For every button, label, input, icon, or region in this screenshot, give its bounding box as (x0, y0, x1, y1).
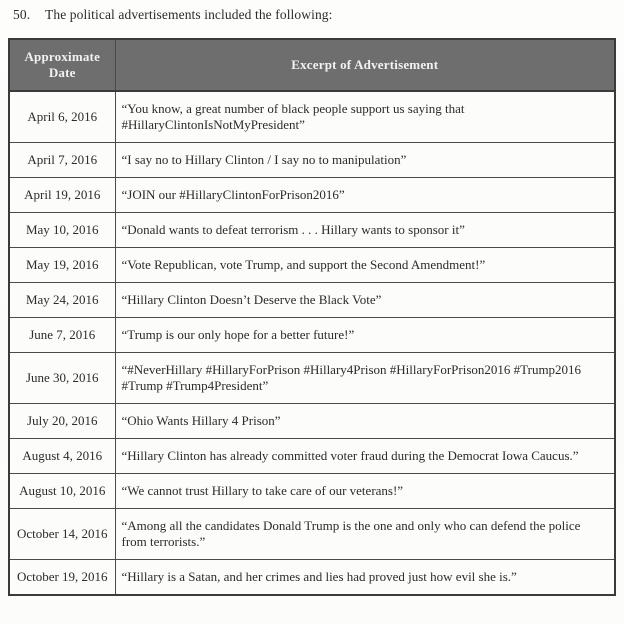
paragraph-50 (13, 6, 624, 23)
table-row (9, 178, 615, 213)
advertisements-table (8, 38, 616, 596)
excerpt-cell: “#NeverHillary #HillaryForPrison #Hillary4Prison #HillaryForPrison2016 #Trump2016 #Trump #Trump4President” (115, 353, 615, 404)
date-cell: April 7, 2016 (9, 143, 115, 178)
table-row (9, 143, 615, 178)
excerpt-cell: “Hillary Clinton has already committed voter fraud during the Democrat Iowa Caucus.” (115, 439, 615, 474)
date-cell: May 24, 2016 (9, 283, 115, 318)
table-row (9, 404, 615, 439)
date-cell: June 30, 2016 (9, 353, 115, 404)
date-cell: July 20, 2016 (9, 404, 115, 439)
column-header-approximate-date: Approximate Date (9, 39, 115, 91)
date-cell: October 19, 2016 (9, 560, 115, 596)
date-cell: April 6, 2016 (9, 91, 115, 143)
table-row (9, 560, 615, 596)
table-row (9, 318, 615, 353)
table-row (9, 353, 615, 404)
excerpt-cell: “Ohio Wants Hillary 4 Prison” (115, 404, 615, 439)
excerpt-cell: “Among all the candidates Donald Trump is the one and only who can defend the police from terrorists.” (115, 509, 615, 560)
excerpt-cell: “Vote Republican, vote Trump, and support the Second Amendment!” (115, 248, 615, 283)
excerpt-cell: “Hillary is a Satan, and her crimes and lies had proved just how evil she is.” (115, 560, 615, 596)
excerpt-cell: “I say no to Hillary Clinton / I say no to manipulation” (115, 143, 615, 178)
excerpt-cell: “You know, a great number of black people support us saying that #HillaryClintonIsNotMyPresident” (115, 91, 615, 143)
date-cell: August 4, 2016 (9, 439, 115, 474)
date-cell: June 7, 2016 (9, 318, 115, 353)
date-cell: August 10, 2016 (9, 474, 115, 509)
date-cell: October 14, 2016 (9, 509, 115, 560)
table-row (9, 283, 615, 318)
excerpt-cell: “Hillary Clinton Doesn’t Deserve the Black Vote” (115, 283, 615, 318)
table-row (9, 248, 615, 283)
date-cell: May 19, 2016 (9, 248, 115, 283)
table-header-row (9, 39, 615, 91)
table-row (9, 474, 615, 509)
date-cell: April 19, 2016 (9, 178, 115, 213)
excerpt-cell: “Trump is our only hope for a better future!” (115, 318, 615, 353)
column-header-excerpt-of-advertisement: Excerpt of Advertisement (115, 39, 615, 91)
table-row (9, 91, 615, 143)
paragraph-number: 50. (13, 7, 31, 22)
table-row (9, 509, 615, 560)
excerpt-cell: “Donald wants to defeat terrorism . . . Hillary wants to sponsor it” (115, 213, 615, 248)
paragraph-text: The political advertisements included the following: (45, 7, 333, 22)
table-row (9, 439, 615, 474)
date-cell: May 10, 2016 (9, 213, 115, 248)
table-row (9, 213, 615, 248)
excerpt-cell: “We cannot trust Hillary to take care of our veterans!” (115, 474, 615, 509)
excerpt-cell: “JOIN our #HillaryClintonForPrison2016” (115, 178, 615, 213)
